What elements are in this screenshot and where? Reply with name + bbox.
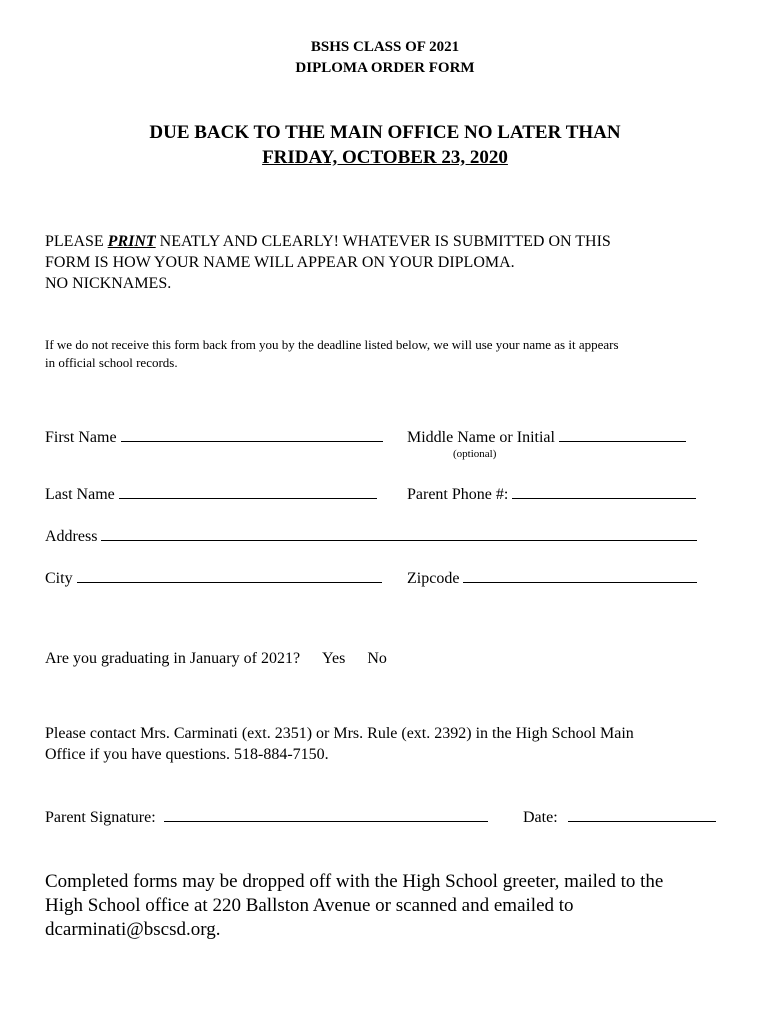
address-field[interactable] bbox=[45, 525, 697, 546]
zipcode-field[interactable] bbox=[407, 567, 697, 588]
instructions-rest: NEATLY AND CLEARLY! WHATEVER IS SUBMITTED ON THIS bbox=[155, 233, 611, 250]
first-name-label: First Name bbox=[45, 429, 117, 446]
zipcode-line[interactable] bbox=[463, 567, 697, 583]
parent-signature-line[interactable] bbox=[164, 806, 488, 822]
date-label: Date: bbox=[523, 809, 558, 826]
city-label: City bbox=[45, 570, 73, 587]
zipcode-label: Zipcode bbox=[407, 570, 460, 587]
form-title-line1: BSHS CLASS OF 2021 bbox=[310, 39, 460, 55]
city-field[interactable] bbox=[45, 567, 382, 588]
graduation-question bbox=[45, 650, 387, 668]
middle-name-label: Middle Name or Initial bbox=[407, 429, 555, 446]
date-field[interactable] bbox=[523, 806, 716, 827]
parent-signature-field[interactable] bbox=[45, 806, 488, 827]
parent-signature-label: Parent Signature: bbox=[45, 809, 156, 826]
address-line[interactable] bbox=[101, 525, 697, 541]
address-label: Address bbox=[45, 528, 98, 545]
contact-line1: Please contact Mrs. Carminati (ext. 2351) or Mrs. Rule (ext. 2392) in the High School Main bbox=[45, 725, 634, 742]
footer-email[interactable]: dcarminati@bscsd.org. bbox=[45, 919, 221, 940]
notice-line1: If we do not receive this form back from you by the deadline listed below, we will use your name as it appears bbox=[45, 337, 619, 352]
graduation-no-option[interactable]: No bbox=[367, 650, 387, 667]
last-name-field[interactable] bbox=[45, 483, 377, 504]
parent-phone-line[interactable] bbox=[512, 483, 696, 499]
date-line[interactable] bbox=[568, 806, 716, 822]
due-date-text: FRIDAY, OCTOBER 23, 2020 bbox=[262, 147, 508, 168]
contact-line2: Office if you have questions. 518-884-7150. bbox=[45, 746, 329, 763]
city-line[interactable] bbox=[77, 567, 382, 583]
middle-name-line[interactable] bbox=[559, 426, 686, 442]
notice-line2: in official school records. bbox=[45, 355, 178, 370]
last-name-label: Last Name bbox=[45, 486, 115, 503]
footer-line1: Completed forms may be dropped off with the High School greeter, mailed to the bbox=[45, 871, 664, 892]
parent-phone-field[interactable] bbox=[407, 483, 696, 504]
middle-name-optional-note: (optional) bbox=[453, 448, 497, 460]
footer-line2: High School office at 220 Ballston Avenue or scanned and emailed to bbox=[45, 895, 574, 916]
graduation-question-text: Are you graduating in January of 2021? bbox=[45, 650, 301, 667]
first-name-line[interactable] bbox=[121, 426, 383, 442]
instructions-line3: NO NICKNAMES. bbox=[45, 275, 172, 292]
due-date bbox=[0, 147, 770, 169]
due-notice-line1: DUE BACK TO THE MAIN OFFICE NO LATER THAN bbox=[149, 122, 621, 143]
instructions-line2: FORM IS HOW YOUR NAME WILL APPEAR ON YOUR DIPLOMA. bbox=[45, 254, 515, 271]
form-title-line2: DIPLOMA ORDER FORM bbox=[295, 60, 475, 76]
middle-name-field[interactable] bbox=[407, 426, 686, 447]
last-name-line[interactable] bbox=[119, 483, 377, 499]
parent-phone-label: Parent Phone #: bbox=[407, 486, 509, 503]
instructions-prefix: PLEASE bbox=[45, 233, 108, 250]
instructions-emphasis: PRINT bbox=[107, 233, 156, 250]
graduation-yes-option[interactable]: Yes bbox=[322, 650, 346, 667]
first-name-field[interactable] bbox=[45, 426, 383, 447]
instructions-line1 bbox=[45, 231, 611, 252]
